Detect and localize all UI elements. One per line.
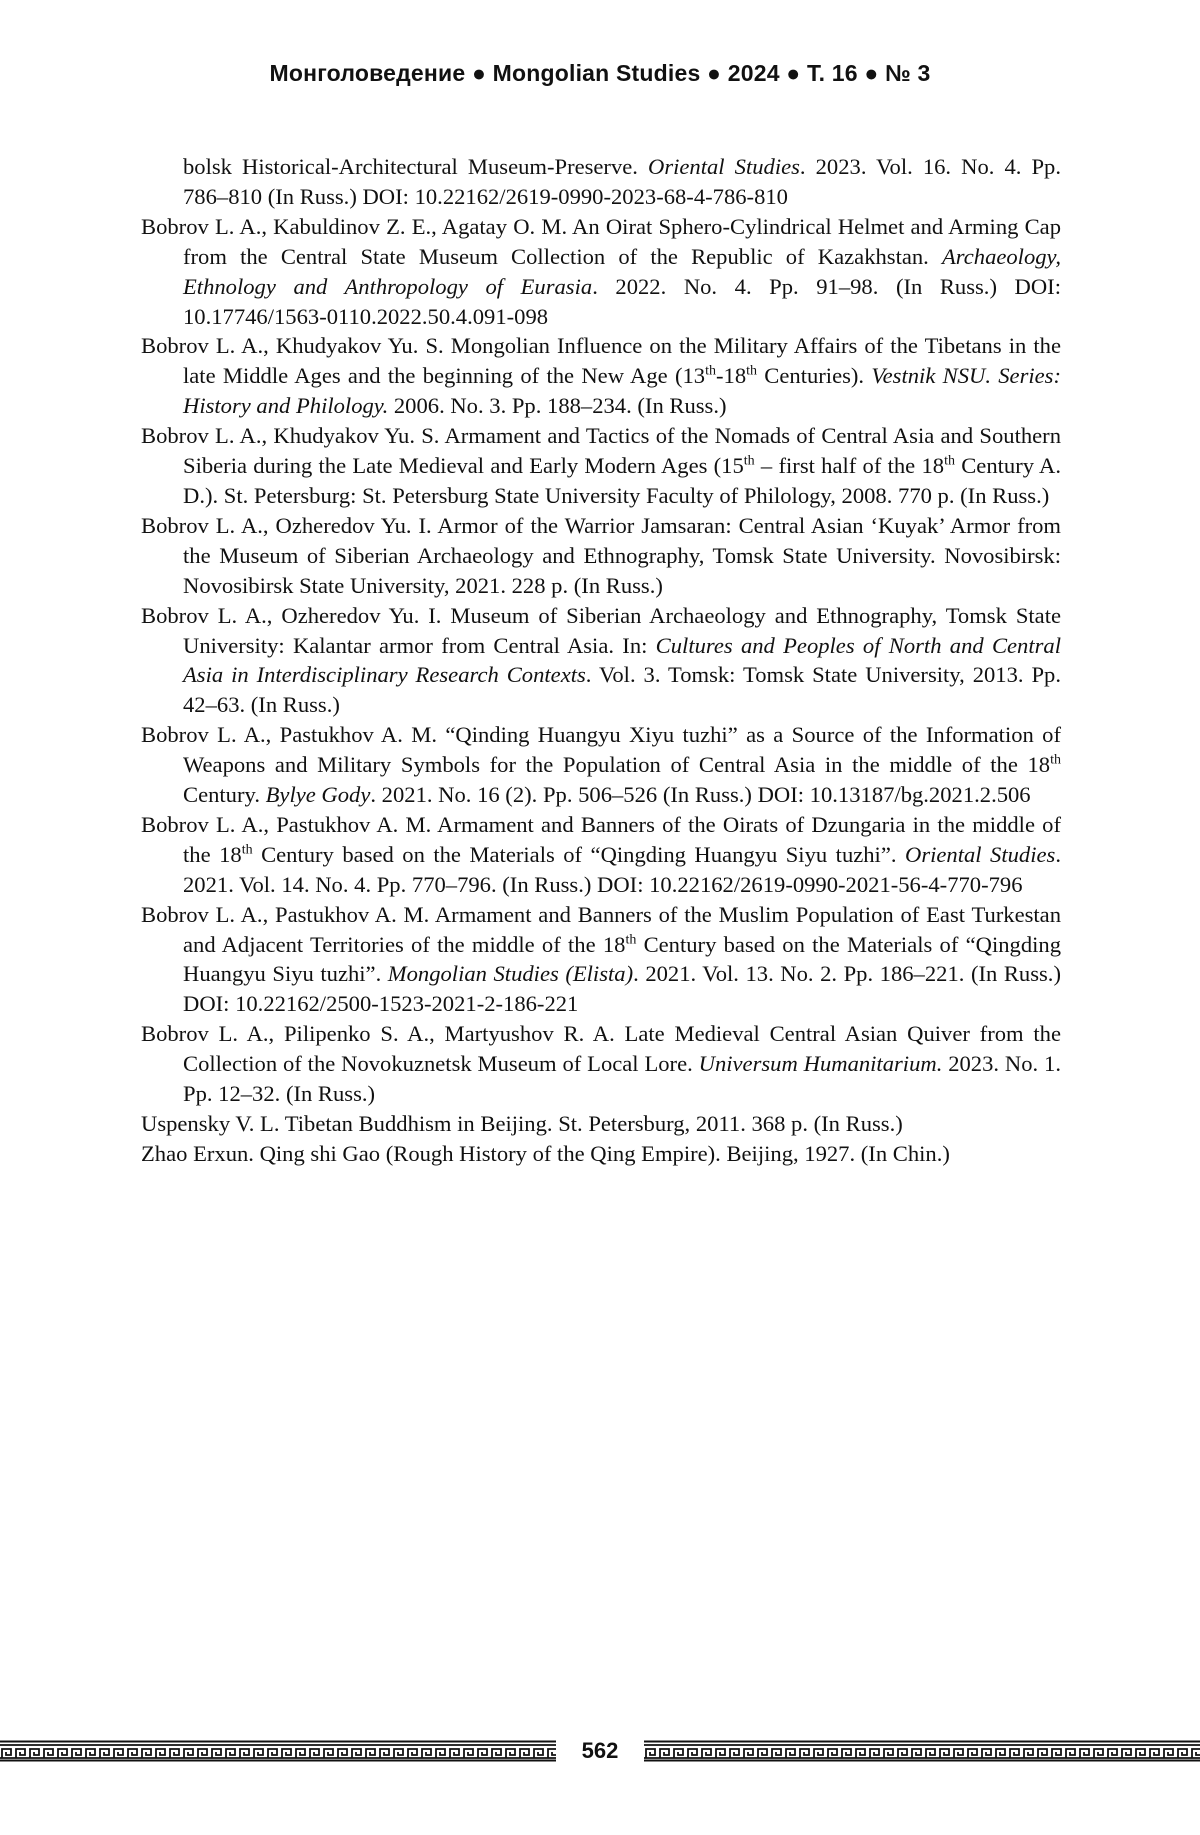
reference-text: Bobrov L. A., Ozheredov Yu. I. Armor of the Warrior Jamsaran: Central Asian ‘Kuyak’ Armor from the Museum of Siberian Archaeology and Ethnography, Tomsk State University. Novosibirsk: Novosibirsk State University, 2021. 228 p. (In Russ.)	[141, 512, 1061, 598]
reference-entry	[141, 331, 1061, 421]
meander-border-left	[0, 1740, 556, 1762]
page-number: 562	[581, 1738, 619, 1763]
reference-text: 2006. No. 3. Pp. 188–234. (In Russ.)	[388, 393, 727, 419]
reference-text: Bobrov L. A., Khudyakov Yu. S. Armament and Tactics of the Nomads of Central Asia and Southern Siberia during the Late Medieval and Early Modern Ages (15	[141, 423, 1061, 479]
reference-text: . 2022. No. 4. Pp. 91–98. (In Russ.) DOI: 10.17746/1563-0110.2022.50.4.091-098	[183, 273, 1061, 329]
reference-text: Bobrov L. A., Kabuldinov Z. E., Agatay O. M. An Oirat Sphero-Cylindrical Helmet and Arming Cap from the Central State Museum Collection of the Republic of Kazakhstan.	[141, 213, 1061, 269]
reference-entry	[141, 152, 1061, 212]
ordinal-superscript: th	[746, 363, 758, 379]
reference-text: Bobrov L. A., Ozheredov Yu. I. Museum of Siberian Archaeology and Ethnography, Tomsk State University: Kalantar armor from Central Asia. In:	[141, 602, 1061, 658]
reference-text: Century A. D.). St. Petersburg: St. Petersburg State University Faculty of Philology, 2008. 770 p. (In Russ.)	[183, 453, 1061, 508]
reference-source-title: Universum Humanitarium.	[698, 1051, 943, 1077]
reference-text: – first half of the 18	[754, 453, 945, 479]
running-header: Монголоведение ● Mongolian Studies ● 2024 ● Т. 16 ● № 3	[269, 60, 931, 86]
reference-source-title: Oriental Studies	[905, 841, 1056, 867]
reference-text: Bobrov L. A., Pastukhov A. M. Armament and Banners of the Oirats of Dzungaria in the middle of the 18	[141, 811, 1061, 867]
reference-entry	[141, 511, 1061, 601]
reference-text: . 2021. Vol. 14. No. 4. Pp. 770–796. (In Russ.) DOI: 10.22162/2619-0990-2021-56-4-770-796	[183, 841, 1061, 897]
reference-text: Centuries).	[757, 363, 872, 389]
reference-text: . 2021. No. 16 (2). Pp. 506–526 (In Russ.) DOI: 10.13187/bg.2021.2.506	[370, 782, 1031, 808]
reference-text: bolsk Historical-Architectural Museum-Preserve.	[183, 154, 649, 179]
ordinal-superscript: th	[1050, 752, 1061, 768]
reference-text: Bobrov L. A., Pilipenko S. A., Martyushov R. A. Late Medieval Central Asian Quiver from the Collection of the Novokuznetsk Museum of Local Lore.	[141, 1021, 1061, 1077]
reference-text: Century.	[183, 782, 266, 808]
reference-text: . 2021. Vol. 13. No. 2. Pp. 186–221. (In Russ.) DOI: 10.22162/2500-1523-2021-2-186-221	[183, 961, 1061, 1017]
reference-source-title: Bylye Gody	[265, 782, 371, 808]
reference-entry	[141, 900, 1061, 1020]
reference-text: Bobrov L. A., Pastukhov A. M. “Qinding Huangyu Xiyu tuzhi” as a Source of the Information of Weapons and Military Symbols for the Population of Central Asia in the middle of the 18	[141, 722, 1061, 778]
ordinal-superscript: th	[743, 453, 755, 469]
reference-text: Century based on the Materials of “Qingding Huangyu Siyu tuzhi”.	[252, 841, 905, 867]
reference-source-title: Mongolian Studies (Elista)	[387, 961, 634, 987]
ordinal-superscript: th	[625, 932, 637, 948]
meander-border-right	[644, 1740, 1200, 1762]
page-footer	[0, 1736, 1200, 1766]
reference-entry	[141, 1139, 1061, 1169]
reference-entry	[141, 1019, 1061, 1109]
reference-entry	[141, 720, 1061, 810]
ordinal-superscript: th	[241, 842, 253, 858]
reference-text: Bobrov L. A., Khudyakov Yu. S. Mongolian Influence on the Military Affairs of the Tibetans in the late Middle Ages and the beginning of the New Age (13	[141, 333, 1061, 389]
reference-text: Bobrov L. A., Pastukhov A. M. Armament and Banners of the Muslim Population of East Turkestan and Adjacent Territories of the middle of the 18	[141, 901, 1061, 957]
reference-text: Century based on the Materials of “Qingding Huangyu Siyu tuzhi”.	[183, 931, 1061, 987]
reference-entry	[141, 601, 1061, 721]
reference-source-title: Cultures and Peoples of North and Central Asia in Interdisciplinary Research Contexts	[183, 632, 1061, 688]
reference-text: -18	[716, 363, 747, 389]
reference-text: . 2023. Vol. 16. No. 4. Pp. 786–810 (In Russ.) DOI: 10.22162/2619-0990-2023-68-4-786-810	[183, 154, 1061, 209]
reference-text: 2023. No. 1. Pp. 12–32. (In Russ.)	[183, 1051, 1061, 1107]
reference-text: . Vol. 3. Tomsk: Tomsk State University, 2013. Pp. 42–63. (In Russ.)	[183, 662, 1061, 718]
reference-entry	[141, 421, 1061, 511]
reference-entry	[141, 1109, 1061, 1139]
reference-text: Zhao Erxun. Qing shi Gao (Rough History of the Qing Empire). Beijing, 1927. (In Chin.)	[141, 1140, 950, 1166]
reference-source-title: Oriental Studies	[648, 154, 800, 179]
ordinal-superscript: th	[944, 453, 955, 469]
reference-entry	[141, 810, 1061, 900]
ordinal-superscript: th	[705, 363, 716, 379]
reference-list	[141, 152, 1061, 1169]
reference-source-title: Archaeology, Ethnology and Anthropology of Eurasia	[183, 243, 1061, 299]
reference-entry	[141, 212, 1061, 332]
reference-text: Uspensky V. L. Tibetan Buddhism in Beijing. St. Petersburg, 2011. 368 p. (In Russ.)	[141, 1111, 903, 1136]
reference-source-title: Vestnik NSU. Series: History and Philology.	[183, 363, 1061, 419]
